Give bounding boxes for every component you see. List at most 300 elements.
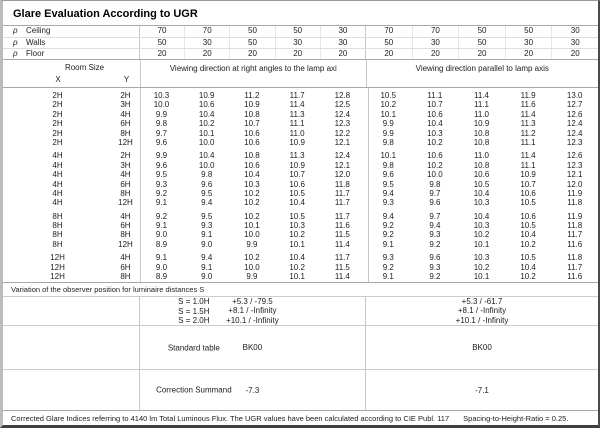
ugr-value: 11.7	[334, 211, 350, 221]
room-y: 4H	[120, 253, 131, 263]
ugr-value: 10.2	[244, 253, 260, 263]
reflectance-value: 50	[505, 26, 552, 37]
ugr-table-row	[3, 119, 598, 128]
room-x: 4H	[52, 188, 63, 198]
ugr-value: 11.5	[334, 230, 350, 240]
ugr-value: 9.6	[382, 170, 394, 180]
ugr-value: 9.9	[246, 239, 258, 249]
ugr-value: 10.4	[289, 253, 305, 263]
ugr-value: 12.7	[566, 100, 583, 110]
reflectance-value: 20	[139, 49, 184, 59]
room-y: 12H	[118, 239, 133, 249]
ugr-value: 10.5	[380, 91, 397, 100]
ugr-table-row	[3, 212, 598, 221]
empty-cell	[3, 370, 139, 410]
ugr-value: 9.8	[382, 137, 394, 147]
room-y: 8H	[120, 230, 131, 240]
ugr-value: 10.1	[473, 272, 490, 282]
ugr-table-row	[3, 263, 598, 272]
ugr-value: 11.6	[334, 221, 350, 231]
reflectance-surface: Ceiling	[26, 26, 51, 35]
ugr-value: 9.2	[429, 239, 441, 249]
ugr-value: 10.0	[198, 160, 215, 170]
ugr-value: 11.7	[289, 91, 305, 100]
ugr-value: 11.7	[567, 262, 583, 272]
ugr-value: 12.1	[334, 160, 351, 170]
room-y: 3H	[120, 160, 131, 170]
ugr-value: 12.3	[566, 160, 583, 170]
ugr-value: 8.9	[155, 272, 168, 282]
room-x: 8H	[52, 239, 63, 249]
ugr-value: 12.6	[566, 109, 583, 119]
room-size-header	[3, 60, 140, 87]
ugr-value: 10.9	[289, 137, 305, 147]
room-x: 4H	[52, 151, 63, 161]
ugr-value: 9.4	[382, 211, 394, 221]
ugr-value: 10.4	[473, 188, 490, 198]
ugr-value: 10.7	[520, 179, 536, 189]
room-y: 12H	[118, 137, 133, 147]
room-size-label: Room Size	[64, 63, 105, 72]
ugr-value: 9.9	[246, 272, 258, 282]
ugr-value: 9.2	[382, 221, 394, 231]
room-y: 8H	[120, 188, 131, 198]
ugr-value: 10.2	[244, 188, 260, 198]
ugr-value: 9.2	[429, 272, 441, 282]
room-x: 8H	[52, 221, 63, 231]
room-x: 4H	[52, 198, 63, 208]
ugr-value: 11.2	[244, 91, 260, 100]
reflectance-value: 30	[505, 38, 552, 48]
standard-table-value: BK00	[472, 343, 492, 352]
reflectance-value: 50	[365, 38, 412, 48]
ugr-value: 11.7	[567, 230, 583, 240]
ugr-value: 10.6	[520, 211, 536, 221]
ugr-value: 9.7	[429, 188, 441, 198]
ugr-value: 10.5	[473, 179, 490, 189]
ugr-value: 10.6	[427, 109, 443, 119]
ugr-value: 10.8	[244, 109, 260, 119]
ugr-value: 11.4	[520, 109, 536, 119]
ugr-value: 10.4	[520, 230, 536, 240]
ugr-value: 11.1	[520, 137, 536, 147]
ugr-value: 9.1	[382, 272, 394, 282]
room-y: 6H	[120, 119, 131, 129]
room-x: 2H	[52, 109, 63, 119]
ugr-table-row	[3, 253, 598, 262]
ugr-value: 9.7	[155, 128, 168, 138]
reflectance-value: 50	[229, 26, 274, 37]
x-column-label: X	[55, 75, 61, 84]
ugr-table-row	[3, 240, 598, 249]
reflectance-label	[3, 49, 139, 59]
reflectance-value: 30	[551, 26, 598, 37]
ugr-value: 9.8	[429, 179, 441, 189]
ugr-value: 9.4	[382, 188, 394, 198]
ugr-value: 10.8	[473, 137, 490, 147]
ugr-value: 12.5	[334, 100, 351, 110]
room-y: 8H	[120, 128, 131, 138]
ugr-value: 10.9	[289, 160, 305, 170]
reflectance-value: 50	[275, 26, 320, 37]
ugr-value: 10.3	[427, 128, 443, 138]
ugr-value: 9.6	[201, 179, 213, 189]
reflectance-table	[3, 26, 598, 60]
ugr-value: 10.2	[244, 211, 260, 221]
room-x: 12H	[50, 272, 65, 282]
reflectance-value: 50	[458, 26, 505, 37]
room-y: 6H	[120, 262, 131, 272]
ugr-value: 9.5	[201, 188, 213, 198]
correction-summand-value: -7.1	[475, 385, 489, 395]
ugr-value: 11.6	[567, 272, 583, 282]
standard-table-value: BK00	[242, 343, 263, 352]
rho-symbol: ρ	[13, 26, 18, 35]
ugr-value: 10.4	[198, 151, 215, 161]
footer-note-bar	[3, 411, 598, 425]
ugr-value: 10.4	[198, 109, 215, 119]
ugr-value: 9.6	[155, 137, 168, 147]
ugr-value: 9.3	[382, 198, 394, 208]
ugr-table-row	[3, 230, 598, 239]
ugr-value: 10.1	[380, 109, 397, 119]
ugr-value: 12.4	[334, 109, 351, 119]
ugr-value: 11.0	[474, 109, 489, 119]
s-range-value: +10.1 / -Infinity	[455, 315, 509, 325]
ugr-value: 11.4	[334, 272, 350, 282]
ugr-table-row	[3, 100, 598, 109]
ugr-value: 10.5	[520, 198, 536, 208]
ugr-value: 11.1	[427, 91, 443, 100]
ugr-value: 10.2	[520, 239, 536, 249]
reflectance-value: 50	[458, 38, 505, 48]
room-x: 4H	[52, 170, 63, 180]
ugr-value: 9.3	[429, 230, 441, 240]
ugr-value: 10.2	[289, 230, 305, 240]
room-x: 2H	[52, 137, 63, 147]
reflectance-value: 20	[184, 49, 229, 59]
ugr-value: 9.1	[382, 239, 394, 249]
ugr-value: 10.3	[473, 198, 490, 208]
ugr-value: 11.2	[520, 128, 536, 138]
page-title: Glare Evaluation According to UGR	[3, 1, 598, 26]
ugr-value: 10.6	[244, 160, 260, 170]
ugr-table-row	[3, 151, 598, 160]
ugr-value: 11.4	[520, 151, 536, 161]
room-x: 8H	[52, 211, 63, 221]
room-y: 4H	[120, 109, 131, 119]
ugr-value: 12.0	[334, 170, 351, 180]
ugr-value: 9.1	[155, 253, 168, 263]
ugr-value: 9.6	[429, 198, 441, 208]
ugr-value: 10.1	[198, 128, 215, 138]
ugr-value: 10.8	[473, 160, 490, 170]
ugr-value: 10.2	[244, 198, 260, 208]
ugr-value: 10.2	[520, 272, 536, 282]
group-header-parallel: Viewing direction parallel to lamp axis	[366, 60, 598, 87]
ugr-value: 10.9	[244, 100, 260, 110]
y-column-label: Y	[123, 75, 130, 84]
room-x: 2H	[52, 119, 63, 129]
ugr-value: 11.4	[474, 91, 489, 100]
ugr-value: 10.2	[289, 262, 305, 272]
ugr-value: 13.0	[566, 91, 583, 100]
room-x: 2H	[52, 91, 63, 100]
empty-cell	[3, 297, 139, 325]
ugr-value: 11.9	[520, 91, 536, 100]
ugr-table	[3, 88, 598, 282]
standard-table-row	[3, 326, 598, 370]
table-header	[3, 60, 598, 88]
ugr-value: 10.6	[520, 188, 536, 198]
room-y: 4H	[120, 170, 131, 180]
ugr-value: 9.4	[201, 198, 213, 208]
ugr-table-row	[3, 170, 598, 179]
ugr-table-row	[3, 189, 598, 198]
ugr-value: 10.7	[427, 100, 443, 110]
ugr-value: 10.2	[427, 137, 443, 147]
table-divider	[140, 88, 141, 282]
ugr-value: 9.1	[201, 230, 213, 240]
standard-parallel-cell	[365, 326, 598, 369]
ugr-value: 10.1	[289, 239, 305, 249]
room-y: 6H	[120, 179, 131, 189]
s-range-value: +5.3 / -61.7	[461, 296, 503, 306]
reflectance-label	[3, 38, 139, 48]
ugr-value: 11.7	[334, 198, 350, 208]
ugr-value: 10.2	[380, 100, 397, 110]
ugr-value: 9.8	[155, 119, 168, 129]
spacing-ratio-note: Spacing-to-Height-Ratio = 0.25.	[463, 413, 569, 423]
reflectance-value: 20	[458, 49, 505, 59]
ugr-value: 10.3	[473, 221, 490, 231]
room-y: 2H	[120, 91, 131, 100]
ugr-value: 10.8	[244, 151, 260, 161]
reflectance-value: 20	[412, 49, 459, 59]
ugr-value: 9.9	[382, 128, 394, 138]
ugr-value: 10.0	[427, 170, 443, 180]
ugr-value: 12.3	[334, 119, 351, 129]
room-y: 2H	[120, 151, 131, 161]
reflectance-value: 70	[412, 26, 459, 37]
ugr-value: 11.8	[567, 198, 583, 208]
ugr-value: 10.6	[244, 128, 260, 138]
variation-note: Variation of the observer position for luminaire distances S	[3, 282, 598, 297]
ugr-value: 10.3	[473, 253, 490, 263]
ugr-value: 12.8	[334, 91, 351, 100]
room-x: 8H	[52, 230, 63, 240]
s-range-value: +8.1 / -Infinity	[228, 306, 277, 316]
ugr-value: 9.8	[201, 170, 213, 180]
ugr-value: 9.6	[155, 160, 168, 170]
s-distance-label: S = 1.0H	[178, 296, 210, 306]
ugr-value: 9.3	[201, 221, 213, 231]
ugr-value: 12.0	[566, 179, 583, 189]
reflectance-value: 30	[184, 38, 229, 48]
rho-symbol: ρ	[13, 38, 18, 47]
ugr-table-row	[3, 221, 598, 230]
ugr-value: 10.4	[520, 262, 536, 272]
room-x: 12H	[50, 262, 65, 272]
standard-table-label: Standard table	[167, 343, 220, 352]
ugr-value: 9.2	[382, 230, 394, 240]
observer-distance-row	[3, 297, 598, 326]
ugr-value: 11.5	[334, 262, 350, 272]
group-header-right-angles: Viewing direction at right angles to the lamp axi	[140, 60, 366, 87]
ugr-value: 9.0	[155, 262, 168, 272]
ugr-value: 9.1	[155, 198, 168, 208]
ugr-value: 11.9	[567, 188, 583, 198]
standard-right-angles-cell	[139, 326, 365, 369]
ugr-table-row	[3, 129, 598, 138]
reflectance-value: 20	[505, 49, 552, 59]
ugr-value: 9.6	[429, 253, 441, 263]
ugr-value: 10.1	[473, 239, 490, 249]
ugr-table-row	[3, 110, 598, 119]
room-x: 2H	[52, 128, 63, 138]
ugr-value: 10.4	[427, 119, 443, 129]
ugr-value: 10.1	[244, 221, 260, 231]
ugr-value: 10.6	[427, 151, 443, 161]
ugr-value: 12.4	[334, 151, 351, 161]
ugr-value: 9.2	[155, 211, 168, 221]
ugr-value: 10.6	[198, 100, 215, 110]
ugr-value: 10.3	[153, 91, 170, 100]
ugr-value: 9.1	[155, 221, 168, 231]
ugr-value: 11.8	[567, 253, 583, 263]
reflectance-value: 20	[551, 49, 598, 59]
ugr-value: 10.6	[473, 170, 490, 180]
ugr-value: 10.1	[380, 151, 397, 161]
ugr-table-row	[3, 138, 598, 147]
ugr-value: 9.9	[155, 151, 168, 161]
ugr-value: 11.7	[334, 253, 350, 263]
ugr-value: 9.4	[429, 221, 441, 231]
room-x: 12H	[50, 253, 65, 263]
ugr-value: 10.7	[244, 119, 260, 129]
ugr-value: 10.0	[153, 100, 170, 110]
reflectance-value: 50	[229, 38, 274, 48]
ugr-value: 9.3	[382, 253, 394, 263]
reflectance-value: 30	[320, 38, 365, 48]
ugr-value: 10.5	[520, 253, 536, 263]
ugr-value: 11.4	[334, 239, 350, 249]
ugr-value: 11.7	[334, 188, 350, 198]
room-y: 8H	[120, 272, 131, 282]
reflectance-value: 70	[365, 26, 412, 37]
ugr-value: 9.2	[155, 188, 168, 198]
reflectance-value: 20	[275, 49, 320, 59]
reflectance-row	[3, 26, 598, 37]
ugr-value: 8.9	[155, 239, 168, 249]
ugr-value: 10.1	[289, 272, 305, 282]
reflectance-value: 20	[229, 49, 274, 59]
ugr-value: 9.5	[155, 170, 168, 180]
empty-cell	[3, 326, 139, 369]
ugr-value: 10.5	[289, 188, 305, 198]
ugr-table-row	[3, 272, 598, 281]
ugr-value: 10.0	[244, 262, 260, 272]
reflectance-value: 30	[412, 38, 459, 48]
ugr-value: 11.3	[520, 119, 536, 129]
correction-parallel-cell	[365, 370, 598, 410]
ugr-value: 10.5	[289, 211, 305, 221]
s-range-value: +5.3 / -79.5	[232, 296, 273, 306]
ugr-value: 10.5	[520, 221, 536, 231]
ugr-value: 12.4	[566, 119, 583, 129]
ugr-value: 10.2	[473, 262, 490, 272]
ugr-value: 12.1	[566, 170, 583, 180]
s-distance-labels	[148, 297, 240, 326]
ugr-value: 12.4	[566, 128, 583, 138]
correction-summand-label: Correction Summand	[156, 385, 232, 395]
ugr-value: 10.4	[244, 170, 260, 180]
ugr-value: 9.2	[382, 262, 394, 272]
correction-summand-row	[3, 370, 598, 411]
correction-summand-value: -7.3	[245, 385, 260, 395]
ugr-value: 10.3	[289, 221, 305, 231]
ugr-value: 11.0	[289, 128, 305, 138]
reflectance-row	[3, 37, 598, 48]
ugr-value: 9.4	[201, 253, 213, 263]
ugr-value: 10.8	[473, 128, 490, 138]
ugr-value: 10.4	[473, 211, 490, 221]
footer-note: Corrected Glare Indices referring to 4140 lm Total Luminous Flux. The UGR values have been calculated according to CIE Publ. 117	[11, 413, 450, 423]
s-distance-label: S = 1.5H	[178, 306, 210, 316]
ugr-value: 9.5	[201, 211, 213, 221]
ugr-value: 9.9	[382, 119, 394, 129]
reflectance-value: 20	[320, 49, 365, 59]
reflectance-value: 30	[320, 26, 365, 37]
ugr-value: 9.1	[201, 262, 213, 272]
ugr-value: 9.0	[201, 272, 213, 282]
ugr-value: 11.9	[567, 211, 583, 221]
reflectance-value: 50	[139, 38, 184, 48]
s-range-value: +10.1 / -Infinity	[226, 315, 279, 325]
ugr-value: 9.3	[429, 262, 441, 272]
ugr-value: 12.6	[566, 151, 583, 161]
reflectance-value: 70	[184, 26, 229, 37]
ugr-value: 10.9	[520, 170, 536, 180]
reflectance-value: 70	[139, 26, 184, 37]
ugr-table-row	[3, 161, 598, 170]
room-y: 12H	[118, 198, 133, 208]
reflectance-row	[3, 48, 598, 59]
ugr-value: 11.3	[289, 109, 305, 119]
ugr-value: 9.7	[429, 211, 441, 221]
ugr-table-row	[3, 180, 598, 189]
reflectance-surface: Walls	[26, 38, 46, 47]
ugr-value: 10.4	[289, 198, 305, 208]
ugr-value: 11.0	[474, 151, 489, 161]
ugr-value: 10.3	[244, 179, 260, 189]
reflectance-value: 20	[365, 49, 412, 59]
room-x: 4H	[52, 179, 63, 189]
s-right-angles-cell	[139, 297, 365, 325]
ugr-value: 10.7	[289, 170, 305, 180]
ugr-value: 11.1	[474, 100, 489, 110]
correction-right-angles-cell	[139, 370, 365, 410]
reflectance-value: 30	[275, 38, 320, 48]
ugr-value: 9.0	[201, 239, 213, 249]
ugr-value: 10.2	[198, 119, 215, 129]
rho-symbol: ρ	[13, 49, 18, 58]
group-divider	[368, 88, 369, 282]
ugr-value: 10.0	[244, 230, 260, 240]
ugr-value: 11.3	[289, 151, 305, 161]
room-y: 6H	[120, 221, 131, 231]
room-y: 4H	[120, 211, 131, 221]
